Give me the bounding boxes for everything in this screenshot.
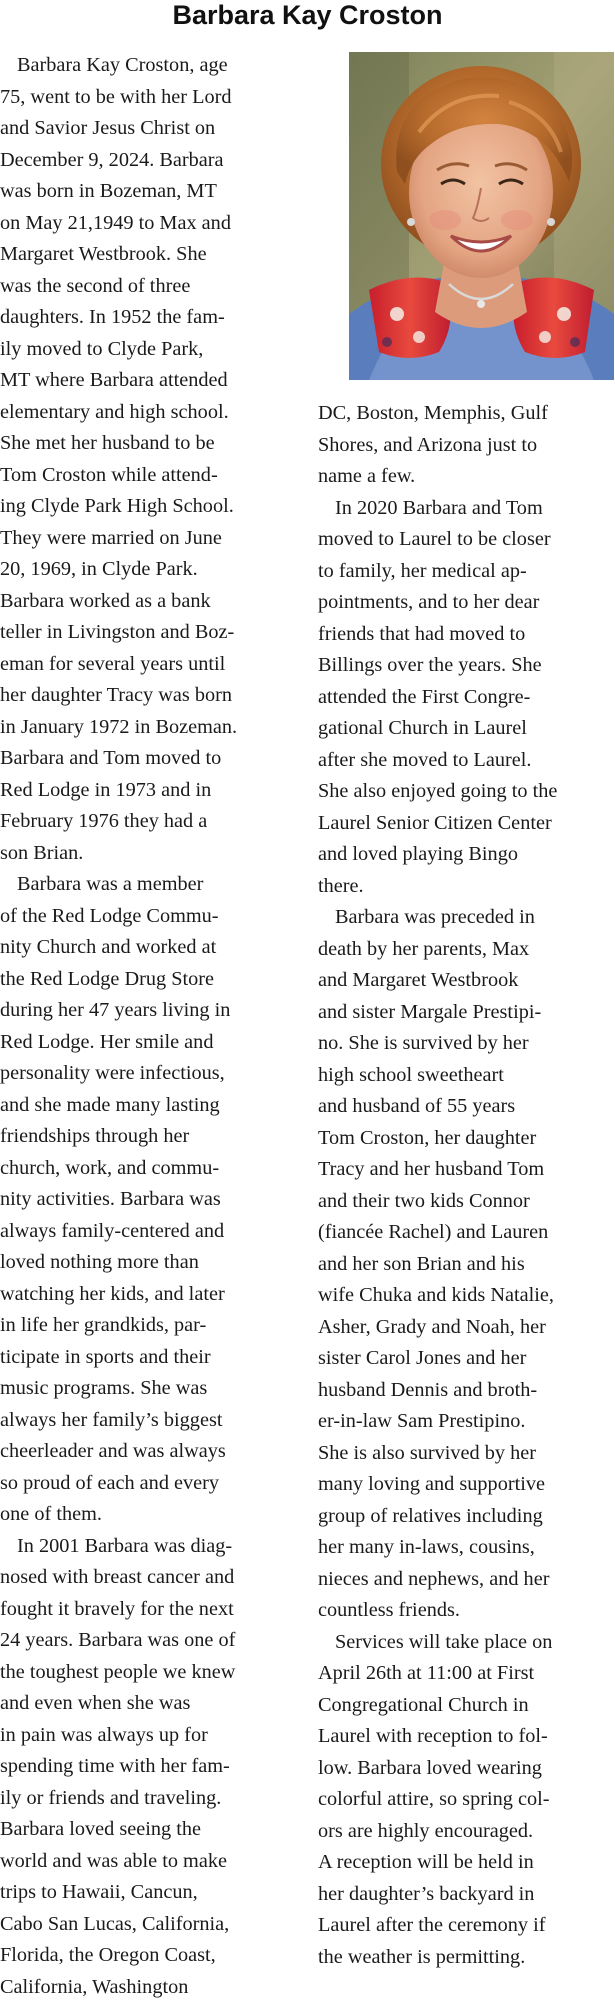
text-line: trips to Hawaii, Cancun, bbox=[0, 1877, 292, 1909]
text-line: the toughest people we knew bbox=[0, 1657, 292, 1689]
text-line: Billings over the years. She bbox=[318, 650, 615, 682]
text-line: She met her husband to be bbox=[0, 428, 292, 460]
text-line: Congregational Church in bbox=[318, 1690, 615, 1722]
text-line: friendships through her bbox=[0, 1121, 292, 1153]
text-line: her many in-laws, cousins, bbox=[318, 1532, 615, 1564]
text-line: April 26th at 11:00 at First bbox=[318, 1658, 615, 1690]
text-line: high school sweetheart bbox=[318, 1060, 615, 1092]
text-line: Barbara Kay Croston, age bbox=[0, 50, 292, 82]
text-line: in January 1972 in Bozeman. bbox=[0, 712, 292, 744]
text-line: Barbara was preceded in bbox=[318, 902, 615, 934]
text-line: Laurel Senior Citizen Center bbox=[318, 808, 615, 840]
text-line: and Savior Jesus Christ on bbox=[0, 113, 292, 145]
text-line: and she made many lasting bbox=[0, 1090, 292, 1122]
text-line: December 9, 2024. Barbara bbox=[0, 145, 292, 177]
text-line: loved nothing more than bbox=[0, 1247, 292, 1279]
text-line: and husband of 55 years bbox=[318, 1091, 615, 1123]
text-line: name a few. bbox=[318, 461, 615, 493]
text-line: February 1976 they had a bbox=[0, 806, 292, 838]
text-line: death by her parents, Max bbox=[318, 934, 615, 966]
text-line: Barbara and Tom moved to bbox=[0, 743, 292, 775]
text-line: California, Washington bbox=[0, 1972, 292, 2003]
text-line: and sister Margale Prestipi- bbox=[318, 997, 615, 1029]
obituary-title: Barbara Kay Croston bbox=[0, 0, 615, 34]
text-line: moved to Laurel to be closer bbox=[318, 524, 615, 556]
text-line: husband Dennis and broth- bbox=[318, 1375, 615, 1407]
text-line: group of relatives including bbox=[318, 1501, 615, 1533]
text-line: always her family’s biggest bbox=[0, 1405, 292, 1437]
text-line: world and was able to make bbox=[0, 1846, 292, 1878]
text-line: er-in-law Sam Prestipino. bbox=[318, 1406, 615, 1438]
obituary-text-left-column bbox=[0, 50, 292, 2003]
text-line: gational Church in Laurel bbox=[318, 713, 615, 745]
obituary-text-right-column bbox=[318, 398, 615, 1973]
text-line: ors are highly encouraged. bbox=[318, 1816, 615, 1848]
text-line: Tracy and her husband Tom bbox=[318, 1154, 615, 1186]
text-line: no. She is survived by her bbox=[318, 1028, 615, 1060]
text-line: Laurel after the ceremony if bbox=[318, 1910, 615, 1942]
text-line: low. Barbara loved wearing bbox=[318, 1753, 615, 1785]
portrait-photo bbox=[349, 52, 614, 380]
text-line: ily moved to Clyde Park, bbox=[0, 334, 292, 366]
text-line: Services will take place on bbox=[318, 1627, 615, 1659]
text-line: ily or friends and traveling. bbox=[0, 1783, 292, 1815]
text-line: music programs. She was bbox=[0, 1373, 292, 1405]
text-line: eman for several years until bbox=[0, 649, 292, 681]
text-line: A reception will be held in bbox=[318, 1847, 615, 1879]
text-line: many loving and supportive bbox=[318, 1469, 615, 1501]
text-line: 20, 1969, in Clyde Park. bbox=[0, 554, 292, 586]
text-line: of the Red Lodge Commu- bbox=[0, 901, 292, 933]
text-line: watching her kids, and later bbox=[0, 1279, 292, 1311]
text-line: (fiancée Rachel) and Lauren bbox=[318, 1217, 615, 1249]
text-line: ing Clyde Park High School. bbox=[0, 491, 292, 523]
text-line: She also enjoyed going to the bbox=[318, 776, 615, 808]
text-line: Barbara loved seeing the bbox=[0, 1814, 292, 1846]
text-line: in life her grandkids, par- bbox=[0, 1310, 292, 1342]
text-line: and their two kids Connor bbox=[318, 1186, 615, 1218]
text-line: Asher, Grady and Noah, her bbox=[318, 1312, 615, 1344]
text-line: the Red Lodge Drug Store bbox=[0, 964, 292, 996]
text-line: colorful attire, so spring col- bbox=[318, 1784, 615, 1816]
text-line: Barbara was a member bbox=[0, 869, 292, 901]
text-line: her daughter Tracy was born bbox=[0, 680, 292, 712]
text-line: 24 years. Barbara was one of bbox=[0, 1625, 292, 1657]
text-line: personality were infectious, bbox=[0, 1058, 292, 1090]
text-line: Red Lodge in 1973 and in bbox=[0, 775, 292, 807]
text-line: in pain was always up for bbox=[0, 1720, 292, 1752]
text-line: fought it bravely for the next bbox=[0, 1594, 292, 1626]
text-line: there. bbox=[318, 871, 615, 903]
text-line: DC, Boston, Memphis, Gulf bbox=[318, 398, 615, 430]
text-line: nity Church and worked at bbox=[0, 932, 292, 964]
text-line: cheerleader and was always bbox=[0, 1436, 292, 1468]
text-line: friends that had moved to bbox=[318, 619, 615, 651]
text-line: elementary and high school. bbox=[0, 397, 292, 429]
text-line: She is also survived by her bbox=[318, 1438, 615, 1470]
text-line: one of them. bbox=[0, 1499, 292, 1531]
text-line: teller in Livingston and Boz- bbox=[0, 617, 292, 649]
text-line: her daughter’s backyard in bbox=[318, 1879, 615, 1911]
text-line: so proud of each and every bbox=[0, 1468, 292, 1500]
text-line: spending time with her fam- bbox=[0, 1751, 292, 1783]
text-line: countless friends. bbox=[318, 1595, 615, 1627]
text-line: after she moved to Laurel. bbox=[318, 745, 615, 777]
text-line: sister Carol Jones and her bbox=[318, 1343, 615, 1375]
text-line: always family-centered and bbox=[0, 1216, 292, 1248]
text-line: during her 47 years living in bbox=[0, 995, 292, 1027]
text-line: Tom Croston while attend- bbox=[0, 460, 292, 492]
text-line: church, work, and commu- bbox=[0, 1153, 292, 1185]
text-line: daughters. In 1952 the fam- bbox=[0, 302, 292, 334]
text-line: Barbara worked as a bank bbox=[0, 586, 292, 618]
text-line: and even when she was bbox=[0, 1688, 292, 1720]
text-line: nity activities. Barbara was bbox=[0, 1184, 292, 1216]
text-line: was the second of three bbox=[0, 271, 292, 303]
text-line: Laurel with reception to fol- bbox=[318, 1721, 615, 1753]
text-line: and her son Brian and his bbox=[318, 1249, 615, 1281]
text-line: Shores, and Arizona just to bbox=[318, 430, 615, 462]
text-line: In 2020 Barbara and Tom bbox=[318, 493, 615, 525]
text-line: Tom Croston, her daughter bbox=[318, 1123, 615, 1155]
text-line: son Brian. bbox=[0, 838, 292, 870]
text-line: Florida, the Oregon Coast, bbox=[0, 1940, 292, 1972]
text-line: the weather is permitting. bbox=[318, 1942, 615, 1974]
text-line: on May 21,1949 to Max and bbox=[0, 208, 292, 240]
text-line: Margaret Westbrook. She bbox=[0, 239, 292, 271]
text-line: nosed with breast cancer and bbox=[0, 1562, 292, 1594]
text-line: wife Chuka and kids Natalie, bbox=[318, 1280, 615, 1312]
text-line: and loved playing Bingo bbox=[318, 839, 615, 871]
text-line: nieces and nephews, and her bbox=[318, 1564, 615, 1596]
text-line: 75, went to be with her Lord bbox=[0, 82, 292, 114]
text-line: attended the First Congre- bbox=[318, 682, 615, 714]
text-line: In 2001 Barbara was diag- bbox=[0, 1531, 292, 1563]
text-line: Cabo San Lucas, California, bbox=[0, 1909, 292, 1941]
text-line: They were married on June bbox=[0, 523, 292, 555]
text-line: to family, her medical ap- bbox=[318, 556, 615, 588]
text-line: ticipate in sports and their bbox=[0, 1342, 292, 1374]
text-line: MT where Barbara attended bbox=[0, 365, 292, 397]
text-line: pointments, and to her dear bbox=[318, 587, 615, 619]
text-line: Red Lodge. Her smile and bbox=[0, 1027, 292, 1059]
text-line: and Margaret Westbrook bbox=[318, 965, 615, 997]
text-line: was born in Bozeman, MT bbox=[0, 176, 292, 208]
